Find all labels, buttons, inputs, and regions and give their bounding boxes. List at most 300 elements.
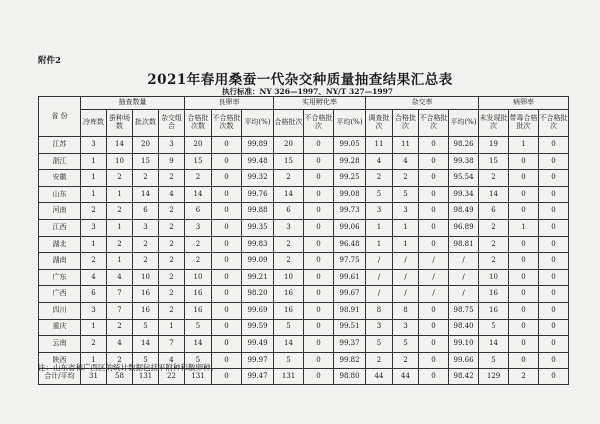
table-cell: 0 [509,319,539,336]
subheader-cell: 不合格批次 [419,110,449,137]
table-cell: 15 [133,153,159,170]
table-cell: 2 [274,170,304,187]
table-cell: 20 [133,137,159,154]
table-cell: 0 [539,336,569,353]
subheader-cell: 不合格批次 [539,110,569,137]
table-cell: 5 [393,186,419,203]
table-cell: 96.48 [334,236,366,253]
table-cell: 0 [419,153,449,170]
table-cell: 99.34 [449,186,479,203]
table-cell: 14 [185,186,212,203]
table-cell: 2 [107,319,133,336]
table-cell: 8 [366,302,393,319]
table-cell: 1 [81,186,107,203]
table-cell: 14 [133,186,159,203]
table-cell: 0 [539,269,569,286]
table-cell: 4 [107,336,133,353]
table-cell: 5 [366,336,393,353]
table-cell: 2 [366,352,393,369]
table-cell: 15 [274,153,304,170]
header-hatch-rate: 实用孵化率 [274,97,366,110]
table-cell: / [393,253,419,270]
table-cell: 99.09 [242,253,274,270]
table-cell: 0 [212,137,242,154]
table-cell: 8 [393,302,419,319]
province-cell: 江西 [39,219,81,236]
province-cell: 广西 [39,286,81,303]
table-cell: 0 [509,186,539,203]
province-cell: 陕西 [39,352,81,369]
table-cell: 14 [133,336,159,353]
table-cell: 99.47 [242,369,274,385]
table-row [39,236,569,253]
subheader-cell: 合格批次 [274,110,304,137]
table-cell: 97.75 [334,253,366,270]
table-cell: 4 [159,186,185,203]
table-cell: 7 [159,336,185,353]
footnote: 注：山东省和广西区的统计数据包括平附种和散卵种。 [38,363,218,372]
table-cell: 98.80 [334,369,366,385]
table-cell: 0 [419,319,449,336]
table-cell: 0 [419,336,449,353]
province-cell: 广东 [39,269,81,286]
subheader-cell: 带毒合格批次 [509,110,539,137]
table-cell: 0 [539,302,569,319]
table-cell: 3 [393,203,419,220]
table-cell: 0 [212,253,242,270]
table-cell: 0 [539,170,569,187]
table-cell: 2 [81,336,107,353]
table-cell: 7 [107,286,133,303]
table-cell: 10 [185,269,212,286]
table-cell: 0 [509,253,539,270]
subheader-cell: 平均(%) [242,110,274,137]
table-cell: 2 [133,253,159,270]
table-cell: 99.59 [242,319,274,336]
table-cell: 2 [185,236,212,253]
table-cell: 99.67 [334,286,366,303]
table-cell: 11 [393,137,419,154]
table-cell: 4 [159,352,185,369]
table-cell: 4 [393,153,419,170]
table-cell: 10 [133,269,159,286]
table-cell: 1 [81,319,107,336]
table-cell: 10 [479,269,509,286]
table-cell: 99.38 [449,153,479,170]
table-cell: 16 [133,286,159,303]
table-cell: 2 [366,170,393,187]
table-cell: 0 [304,170,334,187]
table-cell: 0 [419,369,449,385]
table-cell: 99.32 [242,170,274,187]
table-cell: 2 [107,203,133,220]
table-cell: 3 [133,219,159,236]
table-cell: 0 [539,286,569,303]
table-cell: 5 [274,352,304,369]
province-cell: 合计/平均 [39,369,81,385]
subheader-cell: 未发现批次 [479,110,509,137]
table-cell: 2 [479,219,509,236]
table-cell: 3 [81,137,107,154]
table-cell: 0 [419,352,449,369]
table-cell: / [419,253,449,270]
table-cell: 15 [185,153,212,170]
table-cell: 98.91 [334,302,366,319]
table-cell: 20 [185,137,212,154]
table-cell: 7 [107,302,133,319]
table-cell: 0 [304,236,334,253]
province-cell: 云南 [39,336,81,353]
table-cell: 1 [81,352,107,369]
annex-label: 附件2 [38,56,61,66]
table-cell: 2 [133,170,159,187]
table-cell: 3 [366,319,393,336]
table-cell: 0 [304,302,334,319]
table-cell: 0 [539,352,569,369]
table-cell: 1 [159,319,185,336]
table-cell: 14 [274,336,304,353]
table-cell: 0 [419,186,449,203]
table-cell: / [393,286,419,303]
table-cell: 99.28 [334,153,366,170]
table-cell: 99.37 [334,336,366,353]
table-cell: 2 [159,302,185,319]
table-row [39,302,569,319]
table-cell: 0 [509,336,539,353]
province-cell: 安徽 [39,170,81,187]
table-cell: 0 [419,137,449,154]
table-cell: / [366,269,393,286]
table-cell: 3 [185,219,212,236]
table-cell: 0 [212,369,242,385]
table-row [39,153,569,170]
table-cell: / [449,269,479,286]
subheader-cell: 杂交组合 [159,110,185,137]
table-cell: 5 [479,352,509,369]
table-cell: 0 [539,253,569,270]
table-cell: / [419,269,449,286]
subheader-cell: 合格批次数 [185,110,212,137]
table-cell: 14 [185,336,212,353]
header-disease-rate: 病卵率 [479,97,569,110]
table-cell: 1 [107,253,133,270]
table-cell: 0 [212,236,242,253]
table-cell: 1 [393,219,419,236]
table-cell: 16 [479,302,509,319]
table-cell: / [419,286,449,303]
table-cell: 99.05 [334,137,366,154]
table-cell: 0 [509,153,539,170]
table-cell: 0 [509,203,539,220]
subheader-cell: 平均(%) [334,110,366,137]
table-cell: 98.75 [449,302,479,319]
table-cell: 14 [274,186,304,203]
table-cell: 5 [274,319,304,336]
table-cell: 99.69 [242,302,274,319]
table-cell: 0 [304,253,334,270]
table-cell: 0 [304,203,334,220]
table-cell: 0 [539,319,569,336]
table-row [39,170,569,187]
table-cell: 2 [393,352,419,369]
table-cell: 1 [366,219,393,236]
province-cell: 浙江 [39,153,81,170]
table-cell: 6 [274,203,304,220]
table-cell: 2 [479,253,509,270]
table-cell: 2 [274,236,304,253]
table-cell: 3 [159,137,185,154]
table-cell: 1 [393,236,419,253]
table-cell: 2 [81,203,107,220]
page-title: 2021年春用桑蚕一代杂交种质量抽查结果汇总表 [147,72,453,88]
table-cell: 0 [212,336,242,353]
table-cell: 2 [393,170,419,187]
header-province: 省 份 [39,97,81,137]
table-cell: 0 [304,286,334,303]
table-cell: 129 [479,369,509,385]
table-cell: 0 [539,369,569,385]
table-cell: 1 [81,153,107,170]
province-cell: 四川 [39,302,81,319]
table-cell: 5 [133,319,159,336]
subheader-cell: 不合格批次数 [212,110,242,137]
table-cell: 0 [212,319,242,336]
table-cell: 0 [539,137,569,154]
table-cell: 0 [304,336,334,353]
table-cell: 14 [479,336,509,353]
table-cell: 15 [479,153,509,170]
table-cell: 2 [509,369,539,385]
table-cell: 2 [479,170,509,187]
table-cell: 0 [304,369,334,385]
table-cell: 10 [107,153,133,170]
table-cell: 96.89 [449,219,479,236]
table-cell: 2 [479,236,509,253]
province-cell: 湖南 [39,253,81,270]
table-cell: 0 [419,236,449,253]
table-cell: 1 [509,137,539,154]
table-cell: 16 [479,286,509,303]
table-cell: 0 [509,286,539,303]
table-cell: 99.88 [242,203,274,220]
table-cell: 0 [212,203,242,220]
table-cell: 1 [81,170,107,187]
table-cell: 0 [539,186,569,203]
table-cell: 0 [304,186,334,203]
table-cell: 6 [81,286,107,303]
table-cell: 5 [185,319,212,336]
subheader-cell: 蚕种场数 [107,110,133,137]
table-cell: 5 [185,352,212,369]
table-cell: 0 [539,219,569,236]
table-cell: 4 [81,269,107,286]
table-cell: 99.06 [334,219,366,236]
table-cell: 1 [509,219,539,236]
table-row [39,253,569,270]
table-cell: 131 [133,369,159,385]
subheader-cell: 调查批次 [366,110,393,137]
table-row [39,137,569,154]
table-cell: 98.42 [449,369,479,385]
table-cell: 0 [212,170,242,187]
subheader-cell: 冷库数 [81,110,107,137]
table-cell: 99.08 [334,186,366,203]
table-cell: 99.82 [334,352,366,369]
table-cell: 0 [539,203,569,220]
table-cell: 98.49 [449,203,479,220]
table-cell: 14 [107,137,133,154]
table-cell: 5 [133,352,159,369]
table-cell: 16 [185,286,212,303]
table-cell: 99.49 [242,336,274,353]
table-row [39,319,569,336]
table-cell: 1 [107,186,133,203]
table-cell: 98.20 [242,286,274,303]
header-good-egg-rate: 良卵率 [185,97,274,110]
table-cell: 0 [304,269,334,286]
table-cell: 16 [185,302,212,319]
table-row [39,203,569,220]
table-cell: 0 [509,269,539,286]
table-cell: 2 [159,219,185,236]
table-cell: 3 [274,219,304,236]
table-cell: 22 [159,369,185,385]
table-cell: 44 [366,369,393,385]
header-sample-count: 抽查数量 [81,97,185,110]
table-cell: 2 [159,170,185,187]
table-cell: 2 [274,253,304,270]
subheader-cell: 不合格批次 [304,110,334,137]
table-cell: 0 [304,352,334,369]
table-cell: 19 [479,137,509,154]
table-cell: 99.10 [449,336,479,353]
table-cell: 3 [366,203,393,220]
table-cell: / [366,286,393,303]
table-cell: 31 [81,369,107,385]
table-cell: 99.89 [242,137,274,154]
table-cell: 2 [185,170,212,187]
table-cell: / [393,269,419,286]
table-cell: 99.48 [242,153,274,170]
table-cell: 16 [133,302,159,319]
table-cell: 2 [107,170,133,187]
table-cell: 0 [212,186,242,203]
province-cell: 重庆 [39,319,81,336]
table-cell: 2 [159,269,185,286]
table-cell: 20 [274,137,304,154]
table-cell: 2 [159,286,185,303]
table-cell: 5 [479,319,509,336]
table-cell: 95.54 [449,170,479,187]
results-table [38,96,569,385]
table-cell: 0 [419,219,449,236]
table-cell: 2 [159,253,185,270]
table-cell: 1 [81,236,107,253]
table-cell: 0 [304,319,334,336]
table-cell: 4 [107,269,133,286]
table-row [39,269,569,286]
table-cell: 2 [107,236,133,253]
table-cell: 10 [274,269,304,286]
table-cell: 16 [274,286,304,303]
table-cell: 5 [393,336,419,353]
table-cell: 0 [212,302,242,319]
table-cell: 0 [212,286,242,303]
province-cell: 山东 [39,186,81,203]
table-cell: 58 [107,369,133,385]
table-cell: 99.66 [449,352,479,369]
province-cell: 河南 [39,203,81,220]
table-cell: 98.81 [449,236,479,253]
table-cell: 0 [304,153,334,170]
table-cell: 9 [159,153,185,170]
subheader-cell: 批次数 [133,110,159,137]
table-row [39,186,569,203]
table-cell: 2 [159,203,185,220]
table-cell: 98.26 [449,137,479,154]
table-cell: 1 [366,236,393,253]
table-cell: 1 [107,219,133,236]
table-cell: 99.35 [242,219,274,236]
table-cell: 0 [212,153,242,170]
table-cell: 98.40 [449,319,479,336]
table-cell: 3 [81,219,107,236]
table-cell: 99.51 [334,319,366,336]
table-cell: 2 [107,352,133,369]
table-cell: 0 [419,302,449,319]
table-cell: 6 [133,203,159,220]
table-cell: 0 [509,236,539,253]
province-cell: 江苏 [39,137,81,154]
table-cell: 99.97 [242,352,274,369]
table-cell: / [449,253,479,270]
table-cell: 99.76 [242,186,274,203]
header-hybrid-rate: 杂交率 [366,97,479,110]
table-cell: 2 [133,236,159,253]
table-cell: 99.61 [334,269,366,286]
table-cell: 44 [393,369,419,385]
table-cell: 0 [539,153,569,170]
standard-line: 执行标准：NY 326—1997、NY/T 327—1997 [222,87,394,96]
table-cell: 99.21 [242,269,274,286]
table-cell: / [366,253,393,270]
table-cell: 3 [393,319,419,336]
table-cell: 0 [212,352,242,369]
table-cell: 2 [159,236,185,253]
table-cell: 0 [304,137,334,154]
table-cell: 11 [366,137,393,154]
table-cell: 0 [304,219,334,236]
table-cell: 3 [81,302,107,319]
table-cell: 99.73 [334,203,366,220]
table-cell: 2 [185,253,212,270]
table-cell: 16 [274,302,304,319]
table-cell: 131 [274,369,304,385]
province-cell: 湖北 [39,236,81,253]
table-cell: 6 [185,203,212,220]
subheader-cell: 合格批次 [393,110,419,137]
table-cell: 0 [212,269,242,286]
table-cell: 0 [539,236,569,253]
table-cell: 14 [479,186,509,203]
table-cell: 0 [509,170,539,187]
table-cell: 99.25 [334,170,366,187]
table-cell: 5 [366,186,393,203]
table-row [39,219,569,236]
table-cell: 6 [479,203,509,220]
table-cell: / [449,286,479,303]
table-cell: 2 [81,253,107,270]
